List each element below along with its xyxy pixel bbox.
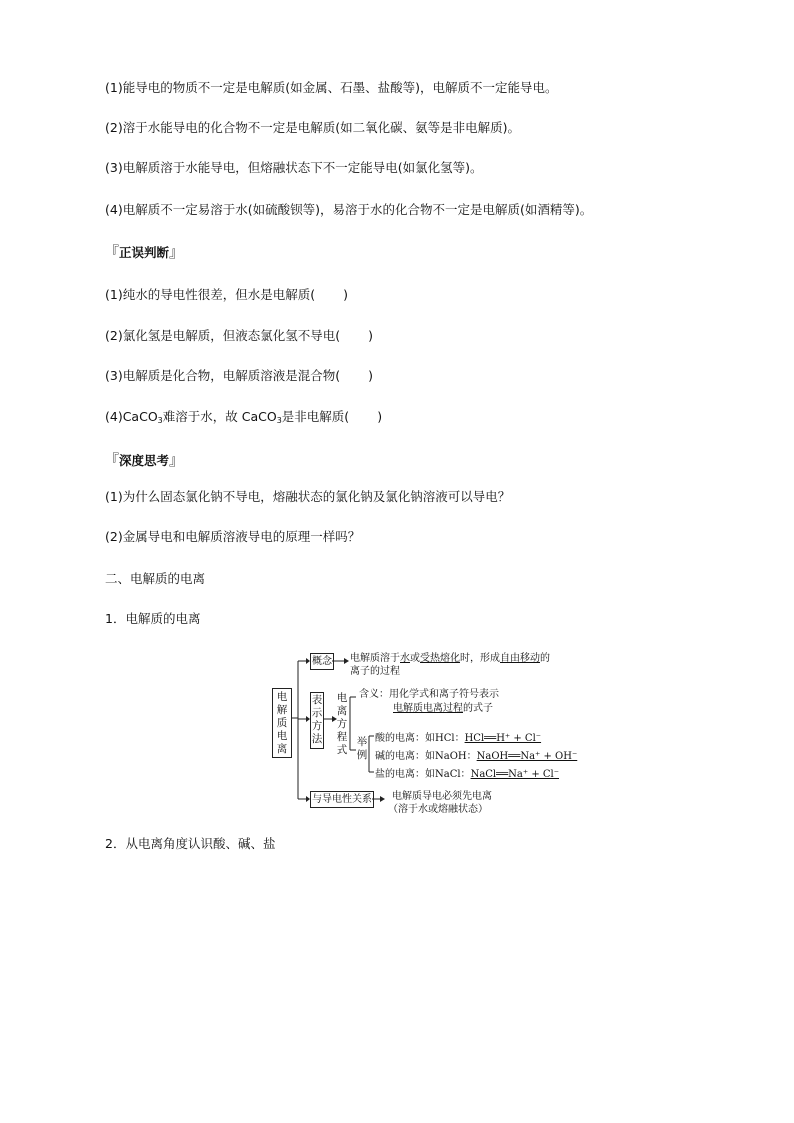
method-box: 表示方法 — [310, 692, 324, 749]
ionization-diagram — [270, 648, 580, 818]
think-heading: 『深度思考』 — [104, 451, 185, 469]
think-item-2: (2)金属导电和电解质溶液导电的原理一样吗？ — [105, 529, 361, 544]
relation-box: 与导电性关系 — [310, 791, 374, 808]
section-2-heading: 二、电解质的电离 — [105, 571, 206, 586]
note-2: (2)溶于水能导电的化合物不一定是电解质(如二氧化碳、氨等是非电解质)。 — [105, 120, 520, 135]
salt-line: 盐的电离：如NaCl：NaCl══Na⁺ + Cl⁻ — [375, 769, 560, 780]
note-1: (1)能导电的物质不一定是电解质(如金属、石墨、盐酸等)，电解质不一定能导电。 — [105, 80, 558, 95]
concept-text-1: 电解质溶于水或受热熔化时，形成自由移动的 — [350, 653, 550, 664]
note-4: (4)电解质不一定易溶于水(如硫酸钡等)，易溶于水的化合物不一定是电解质(如酒精等)。 — [105, 202, 593, 217]
think-item-1: (1)为什么固态氯化钠不导电，熔融状态的氯化钠及氯化钠溶液可以导电？ — [105, 489, 511, 504]
meaning-line-1: 含义：用化学式和离子符号表示 — [359, 689, 499, 700]
note-3: (3)电解质溶于水能导电，但熔融状态下不一定能导电(如氯化氢等)。 — [105, 160, 483, 175]
judge-item-4: (4)CaCO$_3$难溶于水，故 CaCO$_3$是非电解质( ) — [105, 409, 383, 425]
judge-heading: 『正误判断』 — [104, 243, 185, 261]
sub-heading-2: 2．从电离角度认识酸、碱、盐 — [105, 836, 276, 851]
root-box: 电解质电离 — [272, 688, 292, 758]
judge-item-2: (2)氯化氢是电解质，但液态氯化氢不导电( ) — [105, 328, 373, 343]
meaning-line-2: 电解质电离过程的式子 — [393, 703, 493, 714]
acid-line: 酸的电离：如HCl：HCl══H⁺ + Cl⁻ — [375, 733, 542, 744]
relation-text-1: 电解质导电必须先电离 — [392, 791, 492, 802]
judge-item-3: (3)电解质是化合物，电解质溶液是混合物( ) — [105, 368, 373, 383]
concept-text-2: 离子的过程 — [350, 666, 400, 677]
base-line: 碱的电离：如NaOH：NaOH══Na⁺ + OH⁻ — [375, 751, 578, 762]
example-label: 举例 — [356, 736, 368, 761]
judge-item-1: (1)纯水的导电性很差，但水是电解质( ) — [105, 287, 348, 302]
concept-box: 概念 — [310, 653, 334, 670]
relation-text-2: （溶于水或熔融状态） — [388, 804, 488, 815]
equation-label: 电离方程式 — [336, 692, 348, 756]
sub-heading-1: 1．电解质的电离 — [105, 611, 201, 626]
